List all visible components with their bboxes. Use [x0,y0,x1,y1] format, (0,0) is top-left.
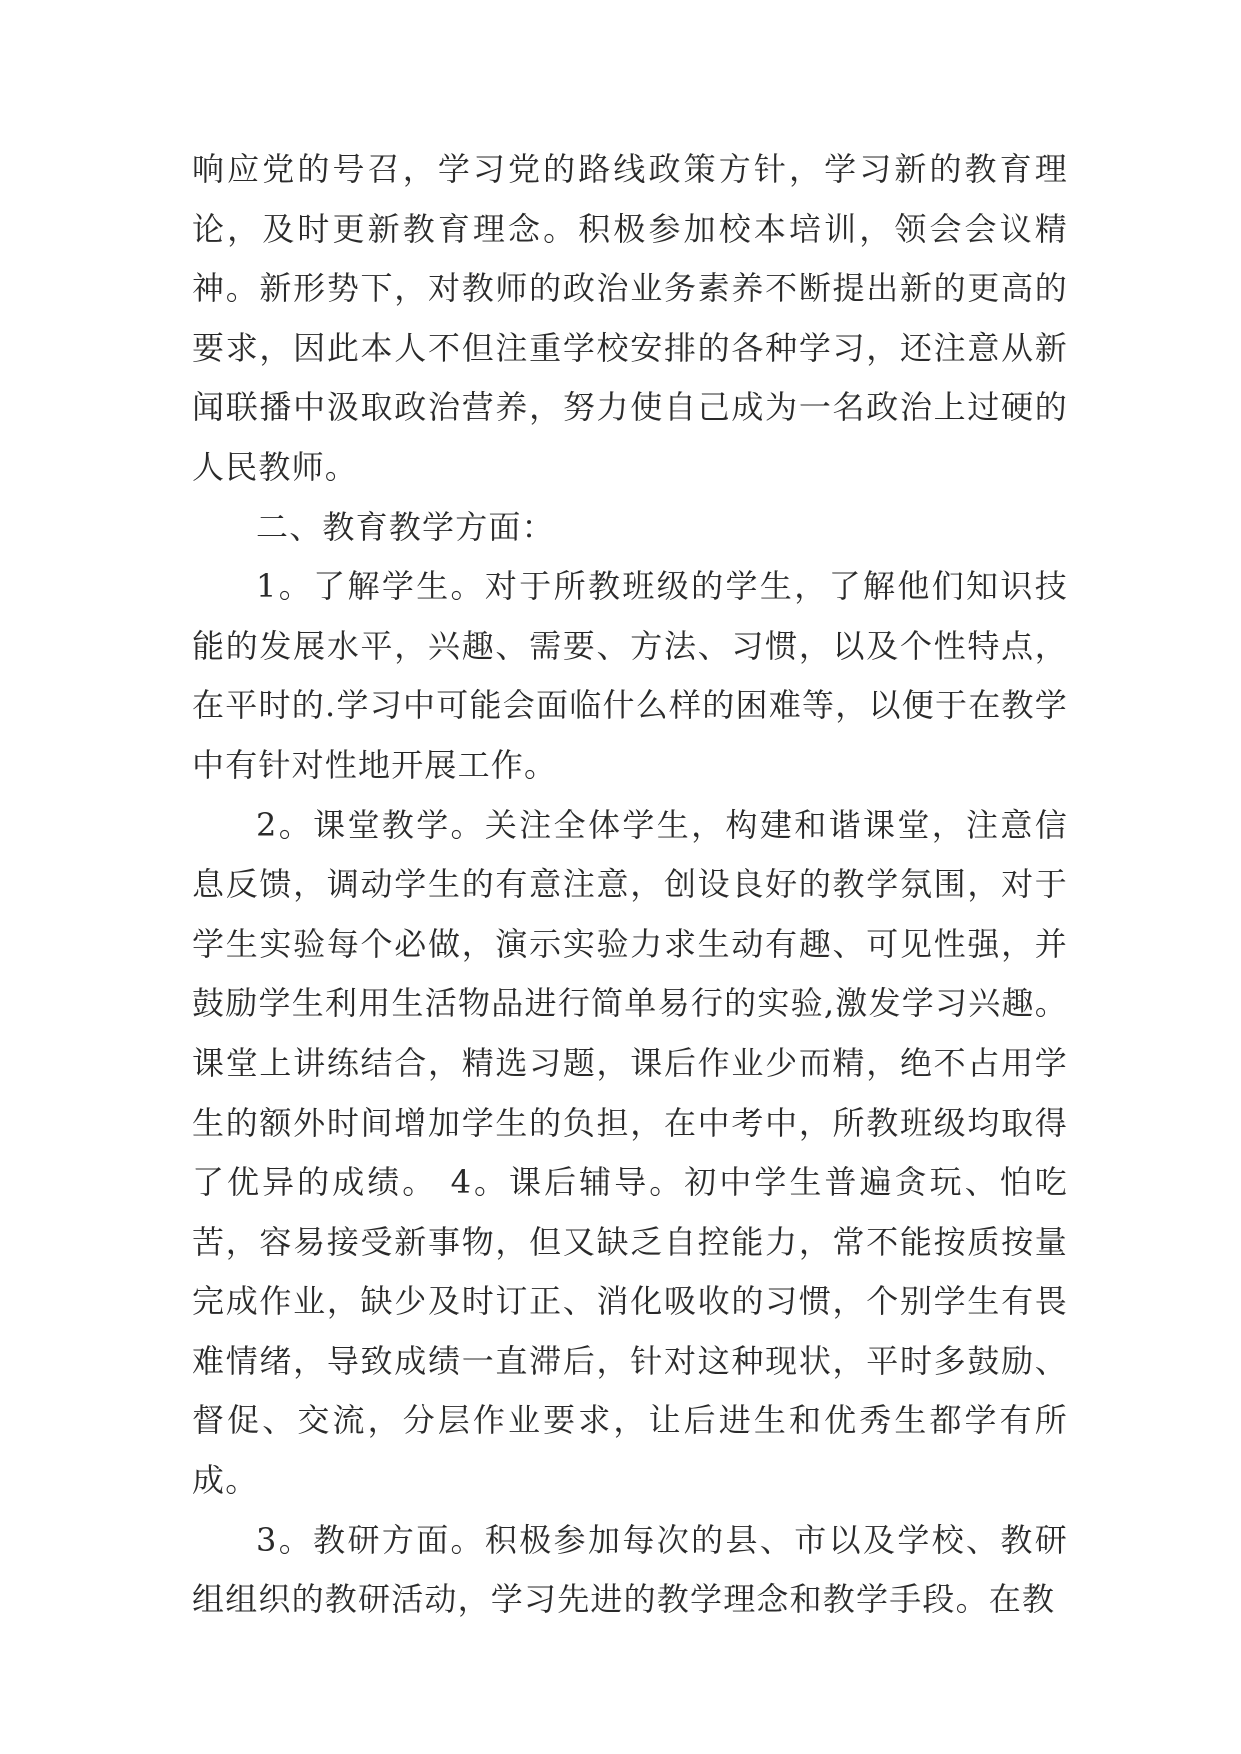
paragraph-classroom-teaching: 2。课堂教学。关注全体学生，构建和谐课堂，注意信息反馈，调动学生的有意注意，创设良好的教学氛围，对于学生实验每个必做，演示实验力求生动有趣、可见性强，并鼓励学生利用生活物品进行简单易行的实验,激发学习兴趣。课堂上讲练结合，精选习题，课后作业少而精，绝不占用学生的额外时间增加学生的负担，在中考中，所教班级均取得了优异的成绩。 4。课后辅导。初中学生普遍贪玩、怕吃苦，容易接受新事物，但又缺乏自控能力，常不能按质按量完成作业，缺少及时订正、消化吸收的习惯，个别学生有畏难情绪，导致成绩一直滞后，针对这种现状，平时多鼓励、督促、交流，分层作业要求，让后进生和优秀生都学有所成。 [192,805,1068,1500]
paragraph-political-study: 响应党的号召，学习党的路线政策方针，学习新的教育理论，及时更新教育理念。积极参加校本培训，领会会议精神。新形势下，对教师的政治业务素养不断提出新的更高的要求，因此本人不但注重学校安排的各种学习，还注意从新闻联播中汲取政治营养，努力使自己成为一名政治上过硬的人民教师。 [192,150,1068,486]
paragraph-teaching-research: 3。教研方面。积极参加每次的县、市以及学校、教研组组织的教研活动，学习先进的教学理念和教学手段。在教 [192,1520,1068,1619]
section-heading-teaching: 二、教育教学方面： [256,507,555,546]
paragraph-understand-students: 1。了解学生。对于所教班级的学生，了解他们知识技能的发展水平，兴趣、需要、方法、习惯，以及个性特点，在平时的.学习中可能会面临什么样的困难等，以便于在教学中有针对性地开展工作。 [192,567,1068,784]
document-page [192,140,1068,1630]
